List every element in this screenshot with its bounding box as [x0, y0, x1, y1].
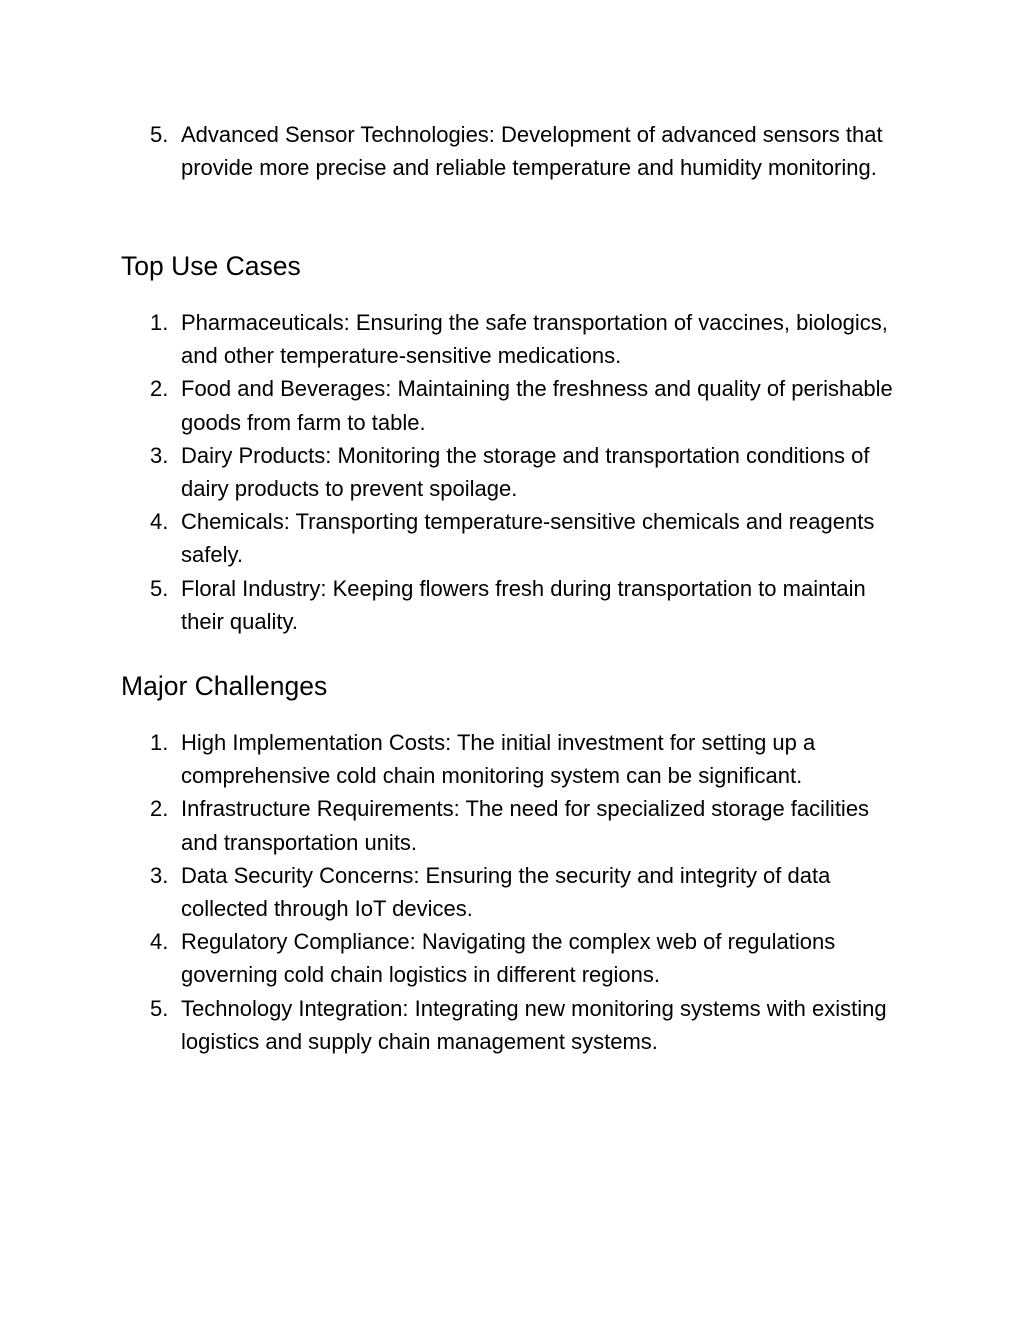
list-item-text: High Implementation Costs: The initial investment for setting up a comprehensive cold chain monitoring system can be significant. [181, 730, 816, 789]
list-item [0, 726, 897, 792]
challenges-list [0, 726, 1024, 1058]
list-item-number: 4. [150, 509, 169, 535]
list-item-number: 2. [150, 796, 169, 822]
list-item [0, 118, 897, 184]
list-item [0, 372, 897, 438]
list-item-number: 5. [150, 575, 169, 601]
list-item-number: 1. [150, 310, 169, 335]
list-item [0, 859, 897, 925]
list-item [0, 439, 897, 505]
list-item [0, 992, 897, 1058]
list-item-text: Chemicals: Transporting temperature-sensitive chemicals and reagents safely. [181, 509, 875, 568]
list-item [0, 306, 897, 372]
list-item-number: 2. [150, 376, 169, 402]
list-item [0, 505, 897, 571]
technologies-list-continued [0, 118, 1024, 184]
list-item-text: Food and Beverages: Maintaining the freshness and quality of perishable goods from farm to table. [181, 376, 893, 435]
list-item-number: 5. [150, 122, 169, 147]
list-item-text: Technology Integration: Integrating new monitoring systems with existing logistics and supply chain management systems. [181, 995, 887, 1054]
list-item-text: Pharmaceuticals: Ensuring the safe transportation of vaccines, biologics, and other temperature-sensitive medications. [181, 310, 888, 369]
list-item-text: Data Security Concerns: Ensuring the security and integrity of data collected through IoT devices. [181, 862, 831, 922]
list-item-number: 4. [150, 929, 169, 955]
list-item [0, 925, 897, 991]
section-heading-major-challenges: Major Challenges [121, 671, 328, 701]
list-item-number: 5. [150, 995, 169, 1021]
list-item-text: Infrastructure Requirements: The need for specialized storage facilities and transportation units. [181, 796, 870, 855]
use-cases-list [0, 306, 1024, 638]
list-item-number: 1. [150, 730, 169, 755]
list-item-text: Dairy Products: Monitoring the storage and transportation conditions of dairy products to prevent spoilage. [181, 442, 870, 502]
section-heading-top-use-cases: Top Use Cases [121, 251, 301, 281]
list-item-text: Floral Industry: Keeping flowers fresh during transportation to maintain their quality. [181, 575, 866, 634]
list-item-number: 3. [150, 442, 169, 468]
list-item-text: Regulatory Compliance: Navigating the complex web of regulations governing cold chain logistics in different regions. [181, 929, 836, 988]
list-item [0, 572, 897, 638]
list-item-number: 3. [150, 862, 169, 888]
list-item-text: Advanced Sensor Technologies: Development of advanced sensors that provide more precise and reliable temperature and humidity monitoring. [181, 122, 883, 181]
list-item [0, 792, 897, 858]
